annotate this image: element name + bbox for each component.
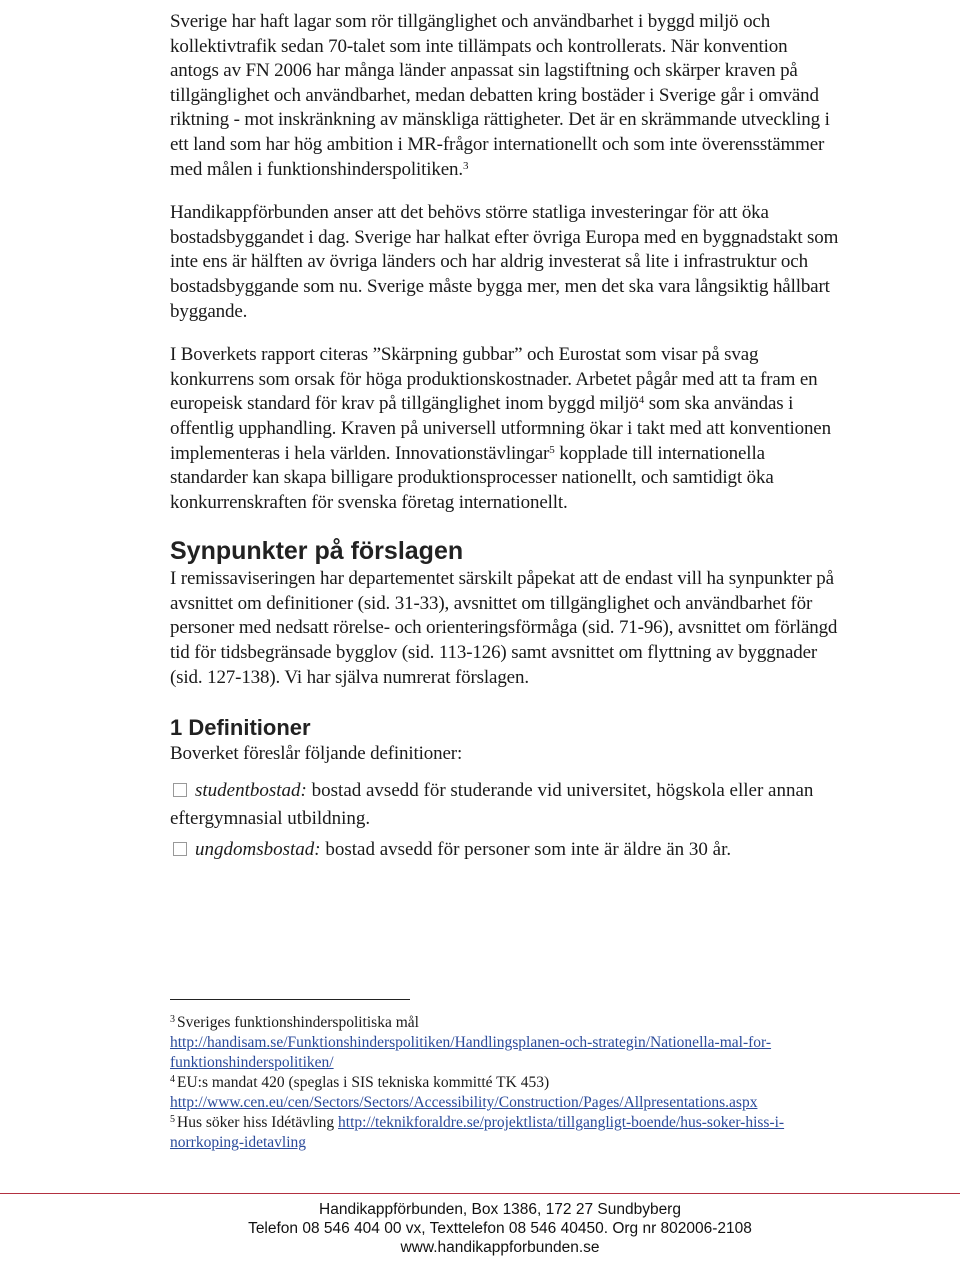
footnotes [170, 1013, 850, 1153]
footer-website[interactable]: www.handikappforbunden.se [400, 1239, 600, 1256]
footnote-5: $^5$ Hus söker hiss Idétävling http://teknikforaldre.se/projektlista/tillgangligt-boende/hus-soker-hiss-i-norrkoping-idetavling [170, 1114, 785, 1151]
footnote-separator [170, 999, 410, 1000]
footnote-ref-4[interactable]: 4 [638, 394, 645, 407]
footer-divider [0, 1193, 960, 1194]
document-body [170, 10, 840, 864]
footnote-ref-3[interactable]: 3 [462, 159, 469, 172]
definition-text: bostad avsedd för studerande vid universitet, högskola eller annan eftergymnasial utbildning. [170, 779, 814, 829]
definition-term: studentbostad: [195, 779, 307, 801]
footnote-5-link[interactable]: http://teknikforaldre.se/projektlista/tillgangligt-boende/hus-soker-hiss-i-norrkoping-idetavling [170, 1114, 785, 1151]
definition-item [170, 836, 840, 864]
footer-contact: Telefon 08 546 404 00 vx, Texttelefon 08 546 40450. Org nr 802006-2108 [248, 1220, 752, 1237]
footnote-4: $^4$ EU:s mandat 420 (speglas i SIS tekniska kommitté TK 453) http://www.cen.eu/cen/Sectors/Sectors/Accessibility/Construction/Pages/Allpresentations.aspx [170, 1074, 758, 1111]
paragraph-3: I Boverkets rapport citeras ”Skärpning gubbar” och Eurostat som visar på svag konkurrens som orsak för höga produktionskostnader. Arbetet pågår med att ta fram en europeisk standard för krav på tillgänglighet inom byggd miljö$^4$ som ska användas i offentlig upphandling. Kraven på universell utformning ökar i takt med att konventionen implementeras i hela världen. Innovationstävlingar$^5$ kopplade till internationella standarder kan skapa billigare produktionsprocesser nationellt, och samtidigt öka konkurrenskraften för svenska företag internationellt. [170, 344, 831, 513]
paragraph-2: Handikappförbunden anser att det behövs större statliga investeringar för att öka bostadsbyggandet i dag. Sverige har halkat efter övriga Europa med en byggnadstakt som inte ens är hälften av övriga länders och har aldrig investerat så lite i infrastruktur och bostadsbyggande som nu. Sverige måste bygga mer, men det ska vara långsiktig hållbart byggande. [170, 202, 839, 322]
definition-term: ungdomsbostad: [195, 838, 321, 860]
definitions-intro: Boverket föreslår följande definitioner: [170, 743, 463, 765]
checkbox-icon [173, 842, 187, 856]
definition-text: bostad avsedd för personer som inte är äldre än 30 år. [320, 838, 732, 860]
page-footer [0, 1200, 960, 1257]
footnote-ref-5[interactable]: 5 [549, 443, 555, 456]
section-heading: Synpunkter på förslagen [170, 537, 464, 566]
footnote-3: $^3$ Sveriges funktionshinderspolitiska mål http://handisam.se/Funktionshinderspolitiken/Handlingsplanen-och-strategin/Nationella-mal-for-funktionshinderspolitiken/ [170, 1014, 772, 1071]
paragraph-1: Sverige har haft lagar som rör tillgänglighet och användbarhet i byggd miljö och kollektivtrafik sedan 70-talet som inte tillämpats och kontrollerats. När konvention antogs av FN 2006 har många länder anpassat sin lagstiftning och skärper kraven på tillgänglighet och användbarhet, medan debatten kring bostäder i Sverige går i omvänd riktning - mot inskränkning av mänskliga rättigheter. Det är en skrämmande utveckling i ett land som har hög ambition i MR-frågor internationellt och som inte överensstämmer med målen i funktionshinderspolitiken.$^3$ [170, 11, 830, 180]
footnote-4-link[interactable]: http://www.cen.eu/cen/Sectors/Sectors/Accessibility/Construction/Pages/Allpresentations.aspx [170, 1094, 758, 1111]
definitions-heading: 1 Definitioner [170, 715, 311, 741]
footnote-3-link[interactable]: http://handisam.se/Funktionshinderspolitiken/Handlingsplanen-och-strategin/Nationella-mal-for-funktionshinderspolitiken/ [170, 1034, 772, 1071]
section-paragraph: I remissaviseringen har departementet särskilt påpekat att de endast vill ha synpunkter på avsnittet om definitioner (sid. 31-33), avsnittet om tillgänglighet och användbarhet för personer med nedsatt rörelse- och orienteringsförmåga (sid. 71-96), avsnittet om förlängd tid för tidsbegränsade bygglov (sid. 113-126) samt avsnittet om flyttning av byggnader (sid. 127-138). Vi har själva numrerat förslagen. [170, 568, 838, 688]
definition-item [170, 777, 840, 833]
footer-address: Handikappförbunden, Box 1386, 172 27 Sundbyberg [319, 1201, 681, 1218]
checkbox-icon [173, 783, 187, 797]
